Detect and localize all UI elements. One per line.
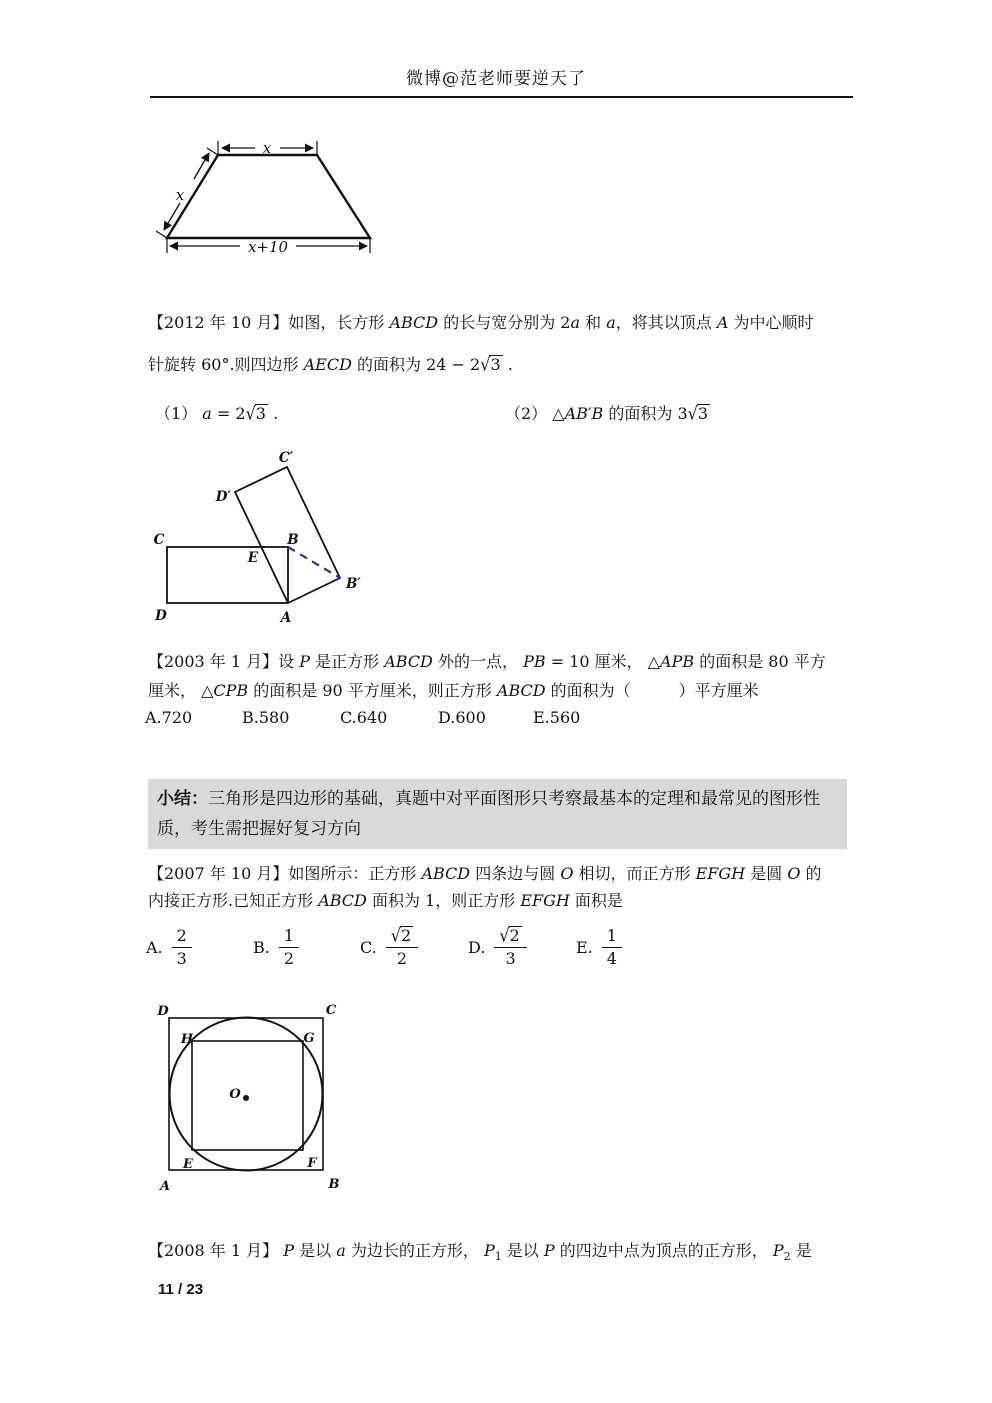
fraction-denominator: 2 — [283, 949, 295, 968]
fraction — [602, 926, 622, 969]
problem-2012-item2: （2） △AB′B 的面积为 3√3 — [505, 402, 709, 425]
option-label: B. — [253, 938, 270, 957]
trapezoid-top-label: x — [262, 139, 272, 157]
fraction-numerator: √2 — [386, 926, 418, 948]
option-2007-a — [146, 926, 192, 969]
fraction — [172, 926, 192, 969]
label-d: D — [157, 1004, 169, 1019]
option-2007-b — [253, 926, 299, 969]
label-e: E — [183, 1157, 193, 1172]
summary-box — [148, 779, 847, 849]
fraction-denominator: 2 — [396, 949, 408, 968]
option-label: C. — [360, 938, 377, 957]
dim-tick — [156, 231, 167, 238]
option-2007-c — [360, 926, 418, 969]
fraction — [386, 926, 418, 969]
problem-2007-line1: 【2007 年 10 月】如图所示：正方形 ABCD 四条边与圆 O 相切，而正方形 EFGH 是圆 O 的 — [148, 864, 822, 883]
label-f: F — [307, 1156, 317, 1171]
center-dot — [243, 1095, 249, 1101]
page-number: 11 / 23 — [158, 1281, 204, 1298]
option-2003-a: A.720 — [145, 708, 193, 727]
problem-2003-line1: 【2003 年 1 月】设 P 是正方形 ABCD 外的一点， PB = 10 厘米， △APB 的面积是 80 平方 — [148, 652, 826, 671]
summary-label: 小结： — [157, 789, 208, 809]
label-g: G — [303, 1031, 315, 1046]
option-2003-c: C.640 — [340, 708, 388, 727]
label-b: B — [328, 1177, 340, 1192]
problem-2003-line2: 厘米， △CPB 的面积是 90 平方厘米，则正方形 ABCD 的面积为（ ）平方厘米 — [148, 681, 759, 700]
fraction — [494, 926, 526, 969]
option-label: D. — [468, 938, 486, 957]
rectangle-abcd — [167, 547, 288, 603]
fraction-denominator: 4 — [606, 949, 617, 968]
dim-arrow — [164, 203, 180, 230]
trapezoid-figure — [140, 130, 390, 260]
page-header-title: 微博@范老师要逆天了 — [406, 69, 586, 89]
label-c-prime: C′ — [278, 450, 294, 466]
rotated-rectangle-figure — [150, 445, 380, 625]
problem-2012-line1: 【2012 年 10 月】如图，长方形 ABCD 的长与宽分别为 2a 和 a，将其以顶点 A 为中心顺时 — [148, 313, 814, 332]
trapezoid-side-label: x — [175, 186, 185, 204]
fraction-numerator: 1 — [602, 926, 622, 948]
option-2003-e: E.560 — [533, 708, 581, 727]
fraction-denominator: 3 — [176, 949, 187, 968]
label-h: H — [180, 1032, 194, 1047]
problem-2008-line: 【2008 年 1 月】 P 是以 a 为边长的正方形， $P_1$ 是以 P 的四边中点为顶点的正方形， $P_2$ 是 — [148, 1241, 812, 1263]
option-2007-d — [468, 926, 527, 969]
problem-2012-line2: 针旋转 60°.则四边形 AECD 的面积为 24 − 2√3 . — [148, 353, 513, 376]
fraction-numerator: 2 — [172, 926, 192, 948]
label-e: E — [247, 550, 258, 566]
problem-2007-line2: 内接正方形.已知正方形 ABCD 面积为 1，则正方形 EFGH 面积是 — [148, 891, 623, 910]
problem-2012-item1: （1） a = 2√3 . — [155, 402, 279, 425]
header-rule — [150, 96, 853, 98]
label-b-prime: B′ — [346, 576, 361, 592]
option-2007-e — [576, 926, 622, 969]
label-d: D — [155, 608, 167, 624]
label-d-prime: D′ — [215, 489, 231, 505]
option-2003-d: D.600 — [438, 708, 486, 727]
fraction-numerator: √2 — [494, 926, 526, 948]
fraction-denominator: 3 — [505, 949, 516, 968]
fraction-numerator: 1 — [279, 926, 299, 948]
trapezoid-bottom-label: x+10 — [247, 238, 289, 256]
label-a: A — [280, 610, 292, 625]
label-c: C — [153, 532, 165, 548]
fraction — [279, 926, 299, 969]
label-c: C — [325, 1003, 337, 1018]
option-label: E. — [576, 938, 593, 957]
summary-text: 三角形是四边形的基础，真题中对平面图形只考察最基本的定理和最常见的图形性质，考生需把握好复习方向 — [157, 789, 820, 839]
option-label: A. — [146, 938, 163, 957]
label-o: O — [229, 1087, 241, 1102]
label-a: A — [159, 1179, 171, 1194]
option-2003-b: B.580 — [242, 708, 290, 727]
trapezoid-shape — [167, 155, 370, 238]
circle-squares-figure — [153, 1000, 343, 1195]
label-b: B — [287, 532, 299, 548]
